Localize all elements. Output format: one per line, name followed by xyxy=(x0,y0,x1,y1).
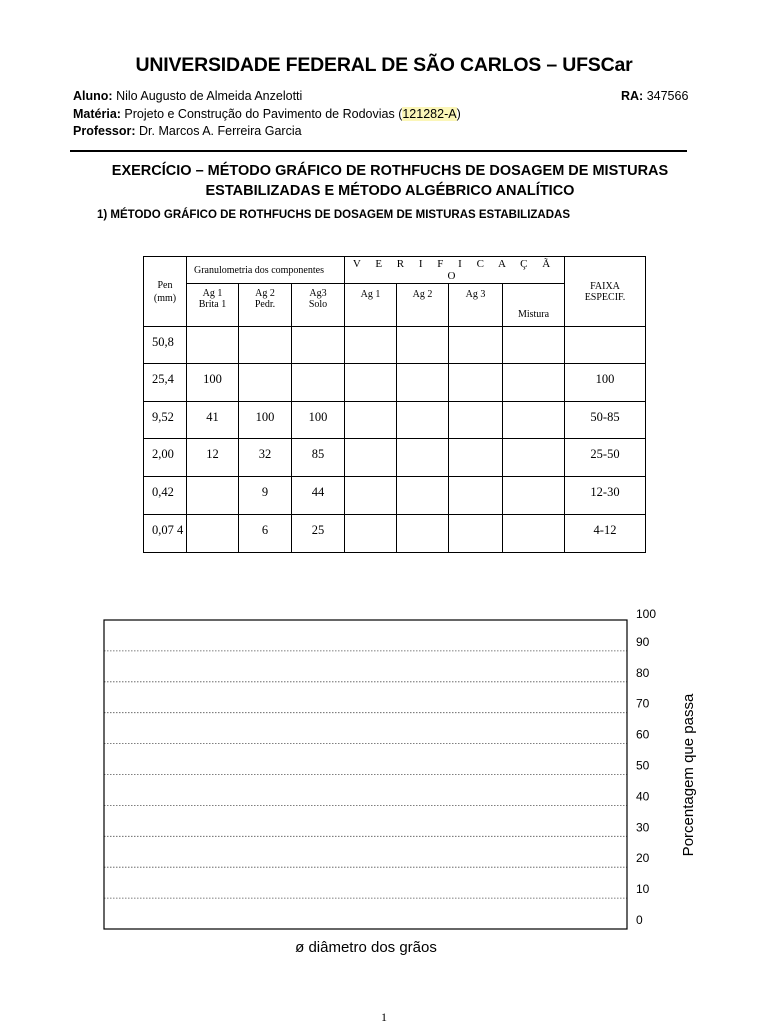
cell-v1 xyxy=(345,515,397,553)
y-tick-label: 70 xyxy=(636,696,650,711)
component-ag3-line2: Solo xyxy=(308,299,328,310)
student-label: Aluno: xyxy=(73,89,113,103)
cell-ag2 xyxy=(239,364,292,402)
exercise-title-line2: ESTABILIZADAS E MÉTODO ALGÉBRICO ANALÍTICO xyxy=(205,183,575,199)
exercise-title xyxy=(80,161,700,201)
x-axis-label: ø diâmetro dos grãos xyxy=(295,939,437,956)
granulometry-table xyxy=(143,256,646,553)
verification-ag3-header: Ag 3 xyxy=(449,284,503,327)
cell-pen: 0,07 4 xyxy=(144,515,187,553)
cell-v2 xyxy=(397,364,449,402)
component-ag1-line1: Ag 1 xyxy=(202,288,223,299)
subject-code: 121282-A xyxy=(402,107,457,121)
pen-header-line1: Pen xyxy=(157,280,173,291)
y-tick-label: 10 xyxy=(636,882,650,897)
cell-ag3 xyxy=(292,327,345,364)
granulometry-chart xyxy=(0,600,768,960)
cell-v3 xyxy=(449,327,503,364)
cell-v1 xyxy=(345,402,397,439)
cell-faixa: 12-30 xyxy=(565,477,646,515)
component-ag3-line1: Ag3 xyxy=(309,288,327,299)
verification-mix-header: Mistura xyxy=(503,284,565,327)
cell-mix xyxy=(503,477,565,515)
cell-ag2: 32 xyxy=(239,439,292,477)
verification-ag1-header: Ag 1 xyxy=(345,284,397,327)
cell-faixa: 100 xyxy=(565,364,646,402)
table-row xyxy=(144,364,646,402)
professor-name: Dr. Marcos A. Ferreira Garcia xyxy=(139,124,302,138)
cell-pen: 25,4 xyxy=(144,364,187,402)
component-ag3-header xyxy=(292,284,345,327)
cell-ag2: 6 xyxy=(239,515,292,553)
cell-pen: 0,42 xyxy=(144,477,187,515)
component-ag2-line1: Ag 2 xyxy=(255,288,275,299)
y-tick-label: 60 xyxy=(636,727,650,742)
cell-ag1: 41 xyxy=(187,402,239,439)
cell-ag1 xyxy=(187,515,239,553)
y-tick-label: 0 xyxy=(636,913,643,927)
cell-v3 xyxy=(449,402,503,439)
cell-ag1: 100 xyxy=(187,364,239,402)
cell-v1 xyxy=(345,477,397,515)
cell-ag3: 85 xyxy=(292,439,345,477)
cell-ag2 xyxy=(239,327,292,364)
cell-v2 xyxy=(397,515,449,553)
cell-faixa: 4-12 xyxy=(565,515,646,553)
cell-v2 xyxy=(397,402,449,439)
cell-v3 xyxy=(449,439,503,477)
cell-v3 xyxy=(449,515,503,553)
components-header: Granulometria dos componentes xyxy=(187,257,345,284)
y-tick-label: 30 xyxy=(636,820,650,835)
student-name: Nilo Augusto de Almeida Anzelotti xyxy=(116,89,303,103)
cell-ag3: 25 xyxy=(292,515,345,553)
cell-ag3: 100 xyxy=(292,402,345,439)
cell-ag2: 100 xyxy=(239,402,292,439)
cell-v3 xyxy=(449,477,503,515)
table-row xyxy=(144,439,646,477)
verification-ag2-header: Ag 2 xyxy=(397,284,449,327)
university-title: UNIVERSIDADE FEDERAL DE SÃO CARLOS – UFSCar xyxy=(135,54,633,76)
cell-faixa: 25-50 xyxy=(565,439,646,477)
y-tick-label: 90 xyxy=(636,634,650,649)
subject-name: Projeto e Construção do Pavimento de Rodovias ( xyxy=(124,107,403,121)
cell-v2 xyxy=(397,327,449,364)
professor-label: Professor: xyxy=(73,124,136,138)
ra-label: RA: xyxy=(621,89,644,103)
cell-pen: 9,52 xyxy=(144,402,187,439)
page-number: 1 xyxy=(381,1010,387,1024)
faixa-header-line2: ESPECIF. xyxy=(584,291,626,303)
faixa-header xyxy=(565,257,646,327)
cell-pen: 50,8 xyxy=(144,327,187,364)
cell-v1 xyxy=(345,327,397,364)
cell-mix xyxy=(503,364,565,402)
y-tick-label: 40 xyxy=(636,789,650,804)
component-ag2-line2: Pedr. xyxy=(254,299,276,310)
table-row xyxy=(144,515,646,553)
verification-header: V E R I F I C A Ç Ã O xyxy=(345,257,565,284)
cell-v2 xyxy=(397,439,449,477)
cell-pen: 2,00 xyxy=(144,439,187,477)
cell-v2 xyxy=(397,477,449,515)
table-row xyxy=(144,402,646,439)
y-tick-label: 100 xyxy=(636,607,657,621)
cell-mix xyxy=(503,515,565,553)
y-axis-label: Porcentagem que passa xyxy=(680,693,697,857)
cell-v1 xyxy=(345,439,397,477)
y-tick-label: 50 xyxy=(636,758,650,773)
component-ag1-line2: Brita 1 xyxy=(198,299,227,310)
cell-ag1 xyxy=(187,327,239,364)
cell-v3 xyxy=(449,364,503,402)
table-row xyxy=(144,327,646,364)
cell-mix xyxy=(503,402,565,439)
subject-label: Matéria: xyxy=(73,107,121,121)
subject-close: ) xyxy=(456,107,461,121)
pen-header xyxy=(144,257,187,327)
y-tick-label: 80 xyxy=(636,665,650,680)
table-row xyxy=(144,477,646,515)
pen-header-line2: (mm) xyxy=(153,293,177,304)
y-tick-label: 20 xyxy=(636,851,650,866)
y-axis-ticks xyxy=(636,607,656,927)
cell-ag3 xyxy=(292,364,345,402)
section-heading: 1) MÉTODO GRÁFICO DE ROTHFUCHS DE DOSAGEM DE MISTURAS ESTABILIZADAS xyxy=(97,209,571,221)
subject-line xyxy=(73,107,461,121)
ra-value: 347566 xyxy=(646,89,689,103)
cell-mix xyxy=(503,439,565,477)
cell-faixa: 50-85 xyxy=(565,402,646,439)
student-line xyxy=(73,89,302,103)
cell-ag3: 44 xyxy=(292,477,345,515)
faixa-header-line1: FAIXA xyxy=(590,280,620,292)
cell-v1 xyxy=(345,364,397,402)
component-ag2-header xyxy=(239,284,292,327)
cell-ag1 xyxy=(187,477,239,515)
component-ag1-header xyxy=(187,284,239,327)
header-divider xyxy=(70,150,687,152)
cell-mix xyxy=(503,327,565,364)
ra-line xyxy=(621,89,688,103)
cell-ag2: 9 xyxy=(239,477,292,515)
professor-line xyxy=(73,124,302,138)
chart-grid xyxy=(104,651,627,898)
cell-faixa xyxy=(565,327,646,364)
cell-ag1: 12 xyxy=(187,439,239,477)
exercise-title-line1: EXERCÍCIO – MÉTODO GRÁFICO DE ROTHFUCHS DE DOSAGEM DE MISTURAS xyxy=(111,163,669,179)
